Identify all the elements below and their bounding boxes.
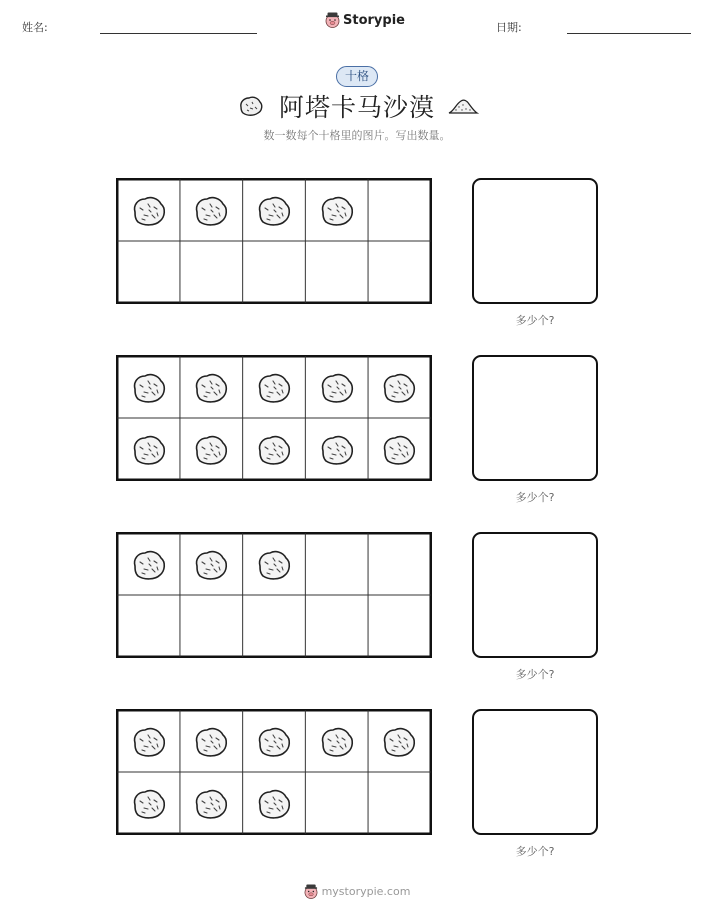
rock-icon bbox=[130, 548, 168, 582]
name-line[interactable] bbox=[100, 33, 257, 34]
rock-icon bbox=[192, 787, 230, 821]
brand-logo bbox=[325, 12, 405, 28]
date-line[interactable] bbox=[567, 33, 691, 34]
answer-label: 多少个? bbox=[515, 314, 555, 327]
rock-icon bbox=[318, 725, 356, 759]
rock-icon bbox=[192, 548, 230, 582]
page-title: 阿塔卡马沙漠 bbox=[278, 93, 435, 122]
ten-frame bbox=[116, 709, 432, 835]
ten-frame-cell bbox=[305, 179, 368, 242]
rock-icon bbox=[192, 371, 230, 405]
ten-frame-cell bbox=[368, 595, 431, 658]
rock-icon bbox=[318, 433, 356, 467]
ten-frame bbox=[116, 355, 432, 481]
ten-frame-cell bbox=[117, 356, 180, 419]
ten-frame-cell bbox=[368, 533, 431, 596]
answer-box[interactable] bbox=[472, 355, 598, 481]
footer bbox=[0, 884, 714, 899]
footer-site: mystorypie.com bbox=[321, 885, 411, 898]
answer-box[interactable] bbox=[472, 178, 598, 304]
ten-frame-cell bbox=[117, 418, 180, 481]
answer-label: 多少个? bbox=[515, 845, 555, 858]
pig-mascot-icon bbox=[304, 884, 318, 899]
rock-icon bbox=[255, 371, 293, 405]
ten-frame-cell bbox=[242, 418, 305, 481]
ten-frame-cell bbox=[242, 533, 305, 596]
ten-frame-cell bbox=[180, 710, 243, 773]
rock-icon bbox=[255, 194, 293, 228]
ten-frame-cell bbox=[368, 772, 431, 835]
ten-frame-cell bbox=[117, 241, 180, 304]
rock-icon bbox=[255, 548, 293, 582]
ten-frame-cell bbox=[180, 179, 243, 242]
ten-frame-cell bbox=[242, 241, 305, 304]
ten-frame-cell bbox=[305, 710, 368, 773]
ten-frame-cell bbox=[117, 179, 180, 242]
ten-frame bbox=[116, 178, 432, 304]
rock-icon bbox=[318, 194, 356, 228]
ten-frame-cell bbox=[242, 710, 305, 773]
ten-frame-cell bbox=[117, 710, 180, 773]
ten-frame-cell bbox=[180, 533, 243, 596]
ten-frame-cell bbox=[180, 772, 243, 835]
ten-frame-cell bbox=[242, 595, 305, 658]
ten-frame-cell bbox=[117, 533, 180, 596]
ten-frame-cell bbox=[242, 772, 305, 835]
topic-badge: 十格 bbox=[336, 66, 378, 87]
rock-icon bbox=[130, 433, 168, 467]
ten-frame-cell bbox=[305, 533, 368, 596]
ten-frame-cell bbox=[305, 241, 368, 304]
ten-frame-cell bbox=[368, 356, 431, 419]
rock-icon bbox=[192, 433, 230, 467]
rock-icon bbox=[380, 725, 418, 759]
rock-icon bbox=[255, 725, 293, 759]
ten-frame-cell bbox=[180, 356, 243, 419]
pig-mascot-icon bbox=[325, 12, 340, 28]
rock-icon bbox=[318, 371, 356, 405]
answer-box[interactable] bbox=[472, 532, 598, 658]
ten-frame-cell bbox=[180, 418, 243, 481]
ten-frame-cell bbox=[242, 356, 305, 419]
answer-box[interactable] bbox=[472, 709, 598, 835]
answer-label: 多少个? bbox=[515, 668, 555, 681]
rock-icon bbox=[130, 787, 168, 821]
ten-frame-cell bbox=[117, 595, 180, 658]
rock-icon bbox=[130, 725, 168, 759]
ten-frame-cell bbox=[242, 179, 305, 242]
ten-frame-cell bbox=[117, 772, 180, 835]
name-label: 姓名: bbox=[22, 21, 48, 34]
rock-icon bbox=[130, 194, 168, 228]
ten-frame-cell bbox=[305, 356, 368, 419]
sand-pile-icon bbox=[447, 96, 479, 116]
ten-frame-cell bbox=[305, 595, 368, 658]
ten-frame-cell bbox=[305, 418, 368, 481]
rock-icon bbox=[130, 371, 168, 405]
brand-name: Storypie bbox=[343, 12, 405, 28]
ten-frame-cell bbox=[368, 179, 431, 242]
rock-icon bbox=[255, 433, 293, 467]
rock-icon bbox=[192, 725, 230, 759]
date-label: 日期: bbox=[496, 21, 522, 34]
ten-frame-cell bbox=[368, 241, 431, 304]
rock-icon bbox=[380, 433, 418, 467]
ten-frame-cell bbox=[180, 241, 243, 304]
ten-frame-cell bbox=[368, 710, 431, 773]
answer-label: 多少个? bbox=[515, 491, 555, 504]
instructions: 数一数每个十格里的图片。写出数量。 bbox=[263, 129, 451, 142]
ten-frame-cell bbox=[180, 595, 243, 658]
ten-frame bbox=[116, 532, 432, 658]
rock-icon bbox=[192, 194, 230, 228]
rock-icon bbox=[255, 787, 293, 821]
ten-frame-cell bbox=[305, 772, 368, 835]
rock-icon bbox=[380, 371, 418, 405]
ten-frame-cell bbox=[368, 418, 431, 481]
